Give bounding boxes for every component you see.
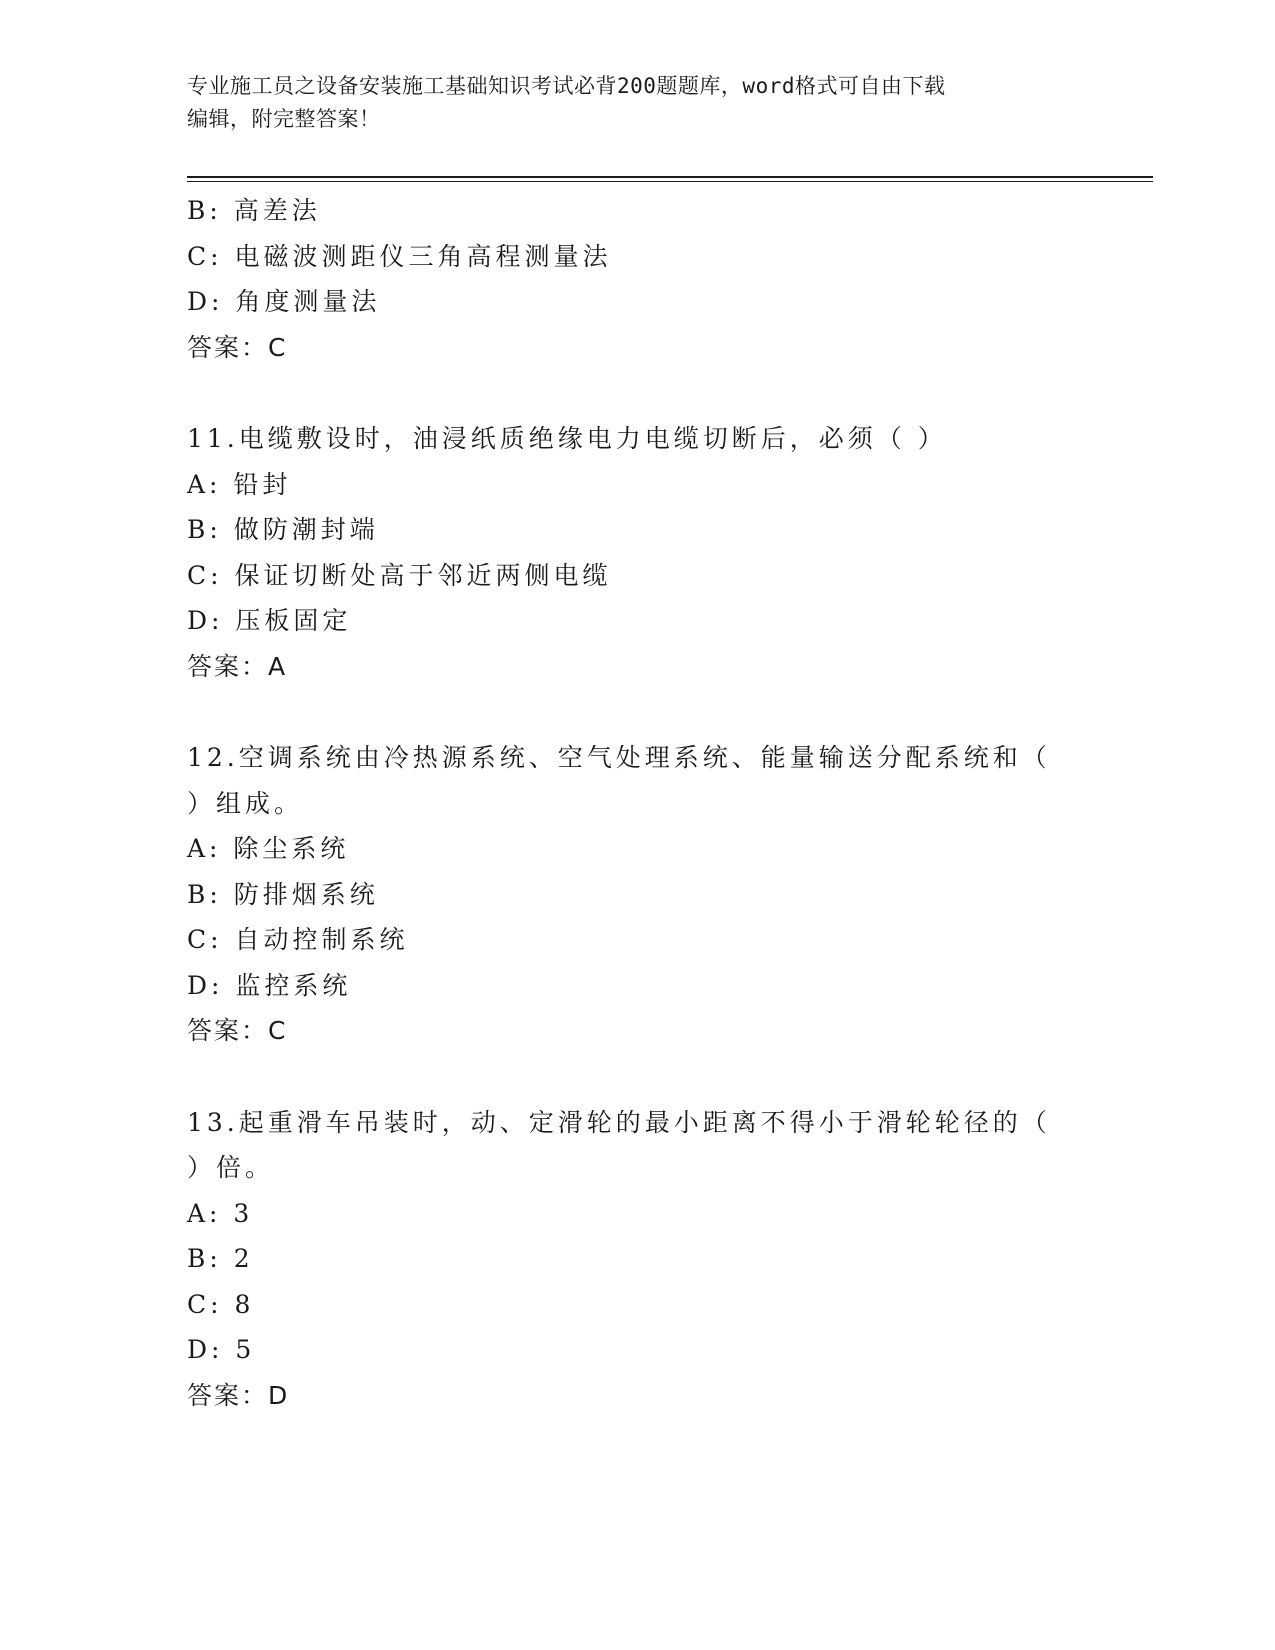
header-divider xyxy=(187,176,1153,182)
q13-option-a: A: 3 xyxy=(187,1198,254,1228)
q10-option-c: C: 电磁波测距仪三角高程测量法 xyxy=(187,241,612,271)
q11-option-a: A: 铅封 xyxy=(187,469,292,499)
q11-question: 11.电缆敷设时，油浸纸质绝缘电力电缆切断后，必须（ ） xyxy=(187,424,947,453)
question-11-block xyxy=(187,416,1067,689)
question-10-block xyxy=(187,188,1067,370)
q12-answer: 答案：C xyxy=(187,1016,288,1045)
document-body xyxy=(187,188,1067,1418)
q12-option-c: C: 自动控制系统 xyxy=(187,925,409,954)
q12-question-line-2: ）组成。 xyxy=(187,788,304,818)
q13-option-c: C: 8 xyxy=(187,1289,255,1319)
q11-option-b: B: 做防潮封端 xyxy=(187,515,379,544)
q10-option-d: D: 角度测量法 xyxy=(187,287,381,316)
q11-option-d: D: 压板固定 xyxy=(187,606,352,635)
q12-option-b: B: 防排烟系统 xyxy=(187,879,379,909)
question-12-block xyxy=(187,735,1067,1054)
header-line-2: 编辑，附完整答案！ xyxy=(187,107,381,131)
q10-answer: 答案：C xyxy=(187,332,288,362)
q13-question-line-2: ）倍。 xyxy=(187,1153,275,1182)
q12-option-a: A: 除尘系统 xyxy=(187,834,350,863)
q12-question-line-1: 12.空调系统由冷热源系统、空气处理系统、能量输送分配系统和（ xyxy=(187,743,1051,772)
q11-option-c: C: 保证切断处高于邻近两侧电缆 xyxy=(187,560,612,590)
page-header xyxy=(187,70,1067,136)
q12-option-d: D: 监控系统 xyxy=(187,970,352,1000)
q10-option-b: B: 高差法 xyxy=(187,196,321,225)
q13-option-b: B: 2 xyxy=(187,1244,254,1273)
q11-answer: 答案：A xyxy=(187,651,288,681)
q13-question-line-1: 13.起重滑车吊装时，动、定滑轮的最小距离不得小于滑轮轮径的（ xyxy=(187,1107,1051,1137)
question-13-block xyxy=(187,1100,1067,1419)
q13-answer: 答案：D xyxy=(187,1380,290,1410)
q13-option-d: D: 5 xyxy=(187,1335,256,1364)
header-line-1: 专业施工员之设备安装施工基础知识考试必背200题题库，word格式可自由下载 xyxy=(187,74,946,98)
